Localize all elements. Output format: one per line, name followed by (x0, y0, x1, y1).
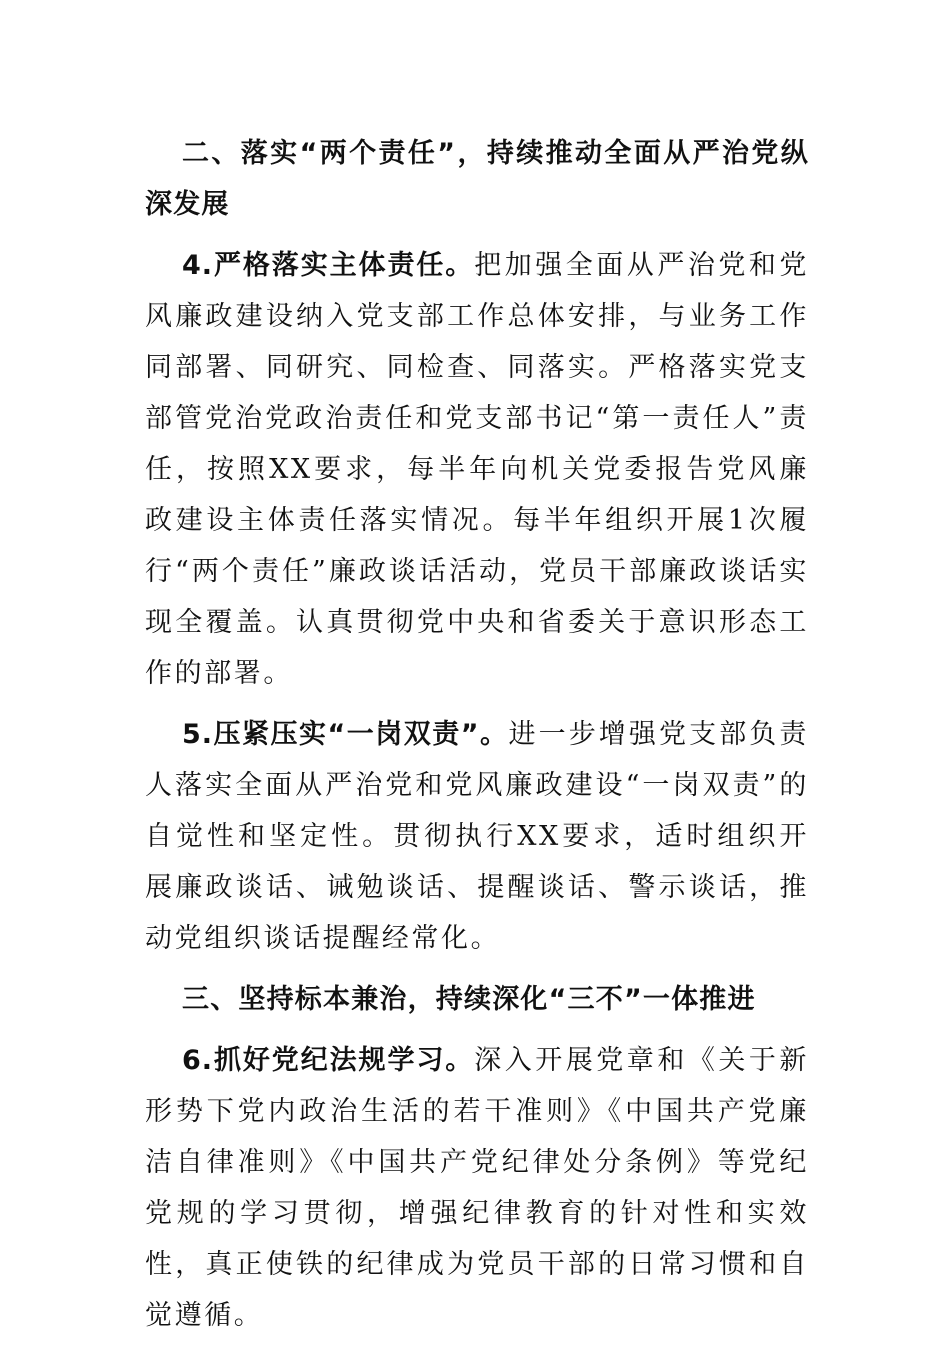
paragraph-item-6 (145, 1035, 809, 1341)
item-5-lead: 5.压紧压实“一岗双责”。 (182, 719, 509, 750)
paragraph-item-4 (145, 240, 809, 699)
item-6-body: 深入开展党章和《关于新形势下党内政治生活的若干准则》《中国共产党廉洁自律准则》《中国共产党纪律处分条例》等党纪党规的学习贯彻，增强纪律教育的针对性和实效性，真正使铁的纪律成为党员干部的日常习惯和自觉遵循。 (145, 1045, 809, 1331)
section-heading-3: 三、坚持标本兼治，持续深化“三不”一体推进 (182, 984, 756, 1015)
item-5-body: 进一步增强党支部负责人落实全面从严治党和党风廉政建设“一岗双责”的自觉性和坚定性。贯彻执行XX要求，适时组织开展廉政谈话、诫勉谈话、提醒谈话、警示谈话，推动党组织谈话提醒经常化。 (145, 719, 809, 954)
item-4-body: 把加强全面从严治党和党风廉政建设纳入党支部工作总体安排，与业务工作同部署、同研究、同检查、同落实。严格落实党支部管党治党政治责任和党支部书记“第一责任人”责任，按照XX要求，每半年向机关党委报告党风廉政建设主体责任落实情况。每半年组织开展1次履行“两个责任”廉政谈话活动，党员干部廉政谈话实现全覆盖。认真贯彻党中央和省委关于意识形态工作的部署。 (145, 250, 809, 689)
section-heading-2: 二、落实“两个责任”，持续推动全面从严治党纵深发展 (145, 138, 809, 220)
item-6-lead: 6.抓好党纪法规学习。 (182, 1045, 475, 1076)
document-page (145, 128, 809, 1351)
paragraph-item-5 (145, 709, 809, 964)
item-4-lead: 4.严格落实主体责任。 (182, 250, 475, 281)
